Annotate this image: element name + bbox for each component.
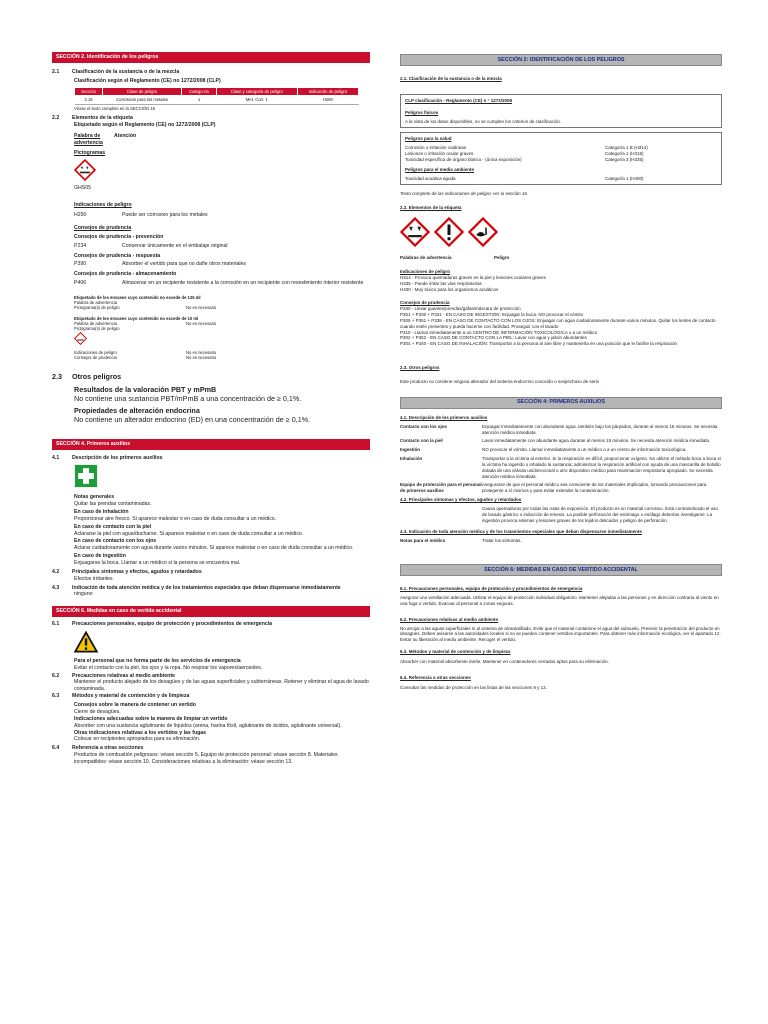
- table-row: Toxicidad específica de órgano blanco - (única exposición) Categoría 3 (H335): [405, 156, 644, 162]
- table-row: Toxicidad acuática aguda Categoría 1 (H400): [405, 175, 644, 181]
- first-aid-cross-icon: [74, 464, 98, 488]
- pictogram-row: [400, 217, 722, 247]
- table-row: Equipo de protección para el personal de primeros auxilios Asegurarse de que el personal médico sea consciente de los materiales implicados, tomando precauciones para protegerse a sí mismos y para evitar extender la contaminación.: [400, 482, 707, 494]
- right-sds-page: SECCIÓN 2: IDENTIFICACIÓN DE LOS PELIGROS 2.1. Clasificación de la sustancia o de la mezcla CLP clasificación - Reglamento (CE) n ° 1272/2008 Peligros físicos A la vista de los datos disponibles, no se cumplen los criterios de clasificación. Peligros para la salud Corrosión o irritación cutáneas Categoría 1 B (H314) Lesiones o irritación ocular graves Categoría 1 (H318) Toxicidad específica de órgano blanco - (única exposición) Categoría 3 (H335) Peligros para el medio ambiente Toxicidad acuática aguda Categoría 1 (H400) Texto completo de las indicaciones de peligro: ver la sección 16 2.2. Elementos de la etiqueta Palabras de advertencia Peligro Indicaciones de peligro H314 - Provoca quemaduras graves en la piel y lesiones oculares graves H335 - Puede irritar las vías respiratorias H400 - Muy tóxico para los organismos acuáticos Consejos de prudencia P280 - Llevar guantes/prendas/gafas/máscara de protección P301 + P330 + P331 - EN CASO DE INGESTIÓN: Enjuagar la boca. NO provocar el vómito P305 + P351 + P338 - EN CASO DE CONTACTO CON LOS OJOS: Enjuagar con agua cuidadosamente durante varios minutos. Quitar los lentes de contacto cuando estén presentes y pueda hacerse con facilidad. Proseguir con el lavado P310 - Llamar inmediatamente a un CENTRO DE INFORMACIÓN TOXICOLÓGICA o a un médico P302 + P352 - EN CASO DE CONTACTO CON LA PIEL: Lavar con agua y jabón abundantes P304 + P340 - EN CASO DE INHALACIÓN: Transportar a la persona al aire libre y mantenerla en una posición que le facilite la respiración 2.3. Otros peligros Este producto no contiene ninguna alterador del sistema endocrino conocido o sospechoso de serlo SECCIÓN 4: PRIMEROS AUXILIOS 4.1. Descripción de los primeros auxilios Contacto con los ojos Enjuagar inmediatamente con abundante agua, también bajo los párpados, durante al menos 15 minutos. Se necesita atención médica inmediata. Contacto con la piel Lavar inmediatamente con abundante agua durante al menos 15 minutos. Se necesita atención médica inmediata. Ingestión NO provocar el vómito. Llamar inmediatamente a un médico o a un centro de información toxicológica. Inhalación Transportar a la víctima al exterior. Si la respiración es difícil, proporcionar oxígeno. No utilizar el método boca a boca si la víctima ha ingerido o inhalado la sustancia; administrar la respiración artificial con ayuda de una mascarilla de bolsillo dotada de una válvula unidireccional u otro dispositivo médico para reanimación respiratoria apropiado. Se necesita atención médica inmediata. Equipo de protección para el personal de primeros auxilios Asegurarse de que el personal médico sea consciente de los materiales implicados, tomando precauciones para protegerse a sí mismos y para evitar extender la contaminación. 4.2. Principales síntomas y efectos, agudos y retardados Causa quemaduras por todas las rutas de exposición. El producto es un material corrosivo. Está contraindicado el uso de lavado gástrico o inducción de emesis. La posible perforación del estómago o esófago deberían investigarse. La ingestión provoca edemas y lesiones graves de los tejidos delicados y peligro de perforación. 4.3. Indicación de toda atención médica y de los tratamientos especiales que deban dispensarse inmediatamente Notas para el médico Tratar los síntomas. SECCIÓN 6: MEDIDAS EN CASO DE VERTIDO ACCIDENTAL 6.1. Precauciones personales, equipo de protección y procedimientos de emergencia Asegurar una ventilación adecuada. Utilizar el equipo de protección individual obligatorio. Mantener alejadas a las personas y en dirección contraria al viento en una fuga o vertido. Evacuar al personal a zonas seguras. 6.2. Precauciones relativas al medio ambiente No arrojar a las aguas superficiales ni al sistema de alcantarillado. Evite que el material contamine el agua del subsuelo. Prevenir la penetración del producto en desagües. Deben avisarse a las autoridades locales si no se pueden contener vertidos importantes. Para obtener más información ecológica, ver el apartado 12. Evitar su liberación al medio ambiente. Recoger el vertido. 6.3. Métodos y material de contención y de limpieza Absorber con material absorbente inerte. Mantener en contenedores cerrados aptos para su eliminación. 6.4. Referencia a otras secciones Consultar las medidas de protección en las listas de las secciones 8 y 13.: [400, 0, 722, 690]
- table-row: Corrosión o irritación cutáneas Categoría 1 B (H314): [405, 145, 648, 151]
- clp-classification-box: CLP clasificación - Reglamento (CE) n ° 1272/2008 Peligros físicos A la vista de los datos disponibles, no se cumplen los criterios de clasificación.: [400, 94, 722, 129]
- table-row: Contacto con los ojos Enjuagar inmediatamente con abundante agua, también bajo los párpados, durante al menos 15 minutos. Se necesita atención médica inmediata.: [400, 423, 718, 435]
- subsection-2-2-title: Elementos de la etiqueta: [72, 115, 133, 122]
- health-hazards-box: Peligros para la salud Corrosión o irritación cutáneas Categoría 1 B (H314) Lesiones o irritación ocular graves Categoría 1 (H318) Toxicidad específica de órgano blanco - (única exposición) Categoría 3 (H335) Peligros para el medio ambiente Toxicidad acuática aguda Categoría 1 (H400): [400, 132, 722, 185]
- warning-triangle-icon: [74, 631, 98, 653]
- ghs-code: GHS05: [74, 185, 92, 192]
- table-row: Inhalación Transportar a la víctima al exterior. Si la respiración es difícil, proporcionar oxígeno. No utilizar el método boca a boca si la víctima ha ingerido o inhalado la sustancia; administrar la respiración artificial con ayuda de una mascarilla de bolsillo dotada de una válvula unidireccional u otro dispositivo médico para reanimación respiratoria apropiado. Se necesita atención médica inmediata.: [400, 456, 721, 479]
- section-6-header: SECCIÓN 6. Medidas en caso de vertido accidental: [52, 606, 370, 617]
- exclamation-pictogram-icon: [434, 217, 464, 247]
- signal-word: Peligro: [494, 255, 510, 261]
- small-corrosion-pictogram-icon: [74, 332, 87, 345]
- table-row: 2.16 Corrosivos para los metales 1 Met. Corr. 1 H290: [75, 96, 359, 105]
- corrosion-pictogram-icon: [74, 159, 96, 181]
- corrosion-pictogram-icon: [400, 217, 430, 247]
- environment-pictogram-icon: [468, 217, 498, 247]
- table-note: Véase el texto completo en la SECCIÓN 16: [74, 105, 155, 111]
- section-2-header-alt: SECCIÓN 2: IDENTIFICACIÓN DE LOS PELIGROS: [400, 54, 722, 66]
- table-row: Contacto con la piel Lavar inmediatamente con abundante agua durante al menos 15 minutos. Se necesita atención médica inmediata.: [400, 438, 711, 444]
- subsection-2-3-title: Otros peligros: [72, 372, 122, 382]
- table-row: Ingestión NO provocar el vómito. Llamar inmediatamente a un médico o a un centro de información toxicológica.: [400, 447, 687, 453]
- section-4-header-alt: SECCIÓN 4: PRIMEROS AUXILIOS: [400, 397, 722, 409]
- classification-table: Sección Clase de peligro Catego-ría Clase y categoría de peligro Indicación de peligro 2.16 Corrosivos para los metales 1 Met. Corr. 1 H290: [74, 87, 359, 105]
- table-row: Lesiones o irritación ocular graves Categoría 1 (H318): [405, 151, 644, 157]
- section-2-header: SECCIÓN 2. Identificación de los peligros: [52, 52, 370, 63]
- section-4-header: SECCIÓN 4. Primeros auxilios: [52, 439, 370, 450]
- subsection-2-1-title: Clasificación de la sustancia o de la mezcla: [72, 68, 180, 75]
- section-6-header-alt: SECCIÓN 6: MEDIDAS EN CASO DE VERTIDO ACCIDENTAL: [400, 564, 722, 576]
- left-sds-page: SECCIÓN 2. Identificación de los peligros 2.1 Clasificación de la sustancia o de la mezcla Clasificación según el Reglamento (CE) no 1272/2008 (CLP) Sección Clase de peligro Catego-ría Clase y categoría de peligro Indicación de peligro 2.16 Corrosivos para los metales 1 Met. Corr. 1 H290 Véase el texto completo en la SECCIÓN 16 2.2 Elementos de la etiqueta Etiquetado según el Reglamento (CE) no 1272/2008 (CLP) Palabra de advertencia Atención Pictogramas GHS05 Indicaciones de peligro H290 Puede ser corrosivo para los metales Consejos de prudencia Consejos de prudencia - prevención P234 Conservar únicamente en el embalaje original Consejos de prudencia - respuesta P390 Absorber el vertido para que no dañe otros materiales Consejos de prudencia - almacenamiento P406 Almacenar en un recipiente resistente a la corrosión en un recipiente con revestimiento interior resistente Etiquetado de los envases cuyo contenido no excede de 125 ml Palabra de advertencia Pictograma(s) de peligro No es necesario Etiquetado de los envases cuyo contenido no excede de 10 ml Palabra de advertencia No es necesario Pictograma(s) de peligro Indicaciones de peligro No es necesario Consejos de prudencia No es necesario 2.3 Otros peligros Resultados de la valoración PBT y mPmB No contiene una sustancia PBT/mPmB a una concentración de ≥ 0,1%. Propiedades de alteración endocrina No contiene un alterador endocrino (ED) en una concentración de ≥ 0,1%. SECCIÓN 4. Primeros auxilios 4.1 Descripción de los primeros auxilios Notas generales Quitar las prendas contaminadas. En caso de inhalación Proporcionar aire fresco. Si aparece malestar o en caso de duda consultar a un médico. En caso de contacto con la piel Aclararse la piel con agua/ducharse. Si aparece malestar o en caso de duda consultar a un médico. En caso de contacto con los ojos Aclarar cuidadosamente con agua durante varios minutos. Si aparece malestar o en caso de duda consultar a un médico. En caso de ingestión Enjuagarse la boca. Llamar a un médico si la persona se encuentra mal. 4.2 Principales síntomas y efectos, agudos y retardados Efectos irritantes 4.3 Indicación de toda atención médica y de los tratamientos especiales que deban dispensarse inmediatamente ninguno SECCIÓN 6. Medidas en caso de vertido accidental 6.1 Precauciones personales, equipo de protección y procedimientos de emergencia Para el personal que no forma parte de los servicios de emergencia Evitar el contacto con la piel, los ojos y la ropa. No respirar los vapores/aerosoles. 6.2 Precauciones relativas al medio ambiente Mantener el producto alejado de los desagües y de las aguas superficiales y subterráneas. Retener y eliminar el agua de lavado contaminada. 6.3 Métodos y material de contención y de limpieza Consejos sobre la manera de contener un vertido Cierre de desagües. Indicaciones adecuadas sobre la manera de limpiar un vertido Absorber con una sustancia aglutinante de líquidos (arena, harina fósil, aglutinante de ácidos, aglutinante universal). Otras indicaciones relativas a los vertidos y las fugas Colocar en recipientes apropiados para su eliminación. 6.4 Referencia a otras secciones Productos de combustión peligrosos: véase sección 5. Equipo de protección personal: véase sección 8. Materiales incompatibles: véase sección 10. Consideraciones relativas a la eliminación: véase sección 13.: [52, 54, 369, 765]
- clp-title: Clasificación según el Reglamento (CE) no 1272/2008 (CLP): [74, 77, 221, 84]
- signal-word: Atención: [114, 132, 137, 139]
